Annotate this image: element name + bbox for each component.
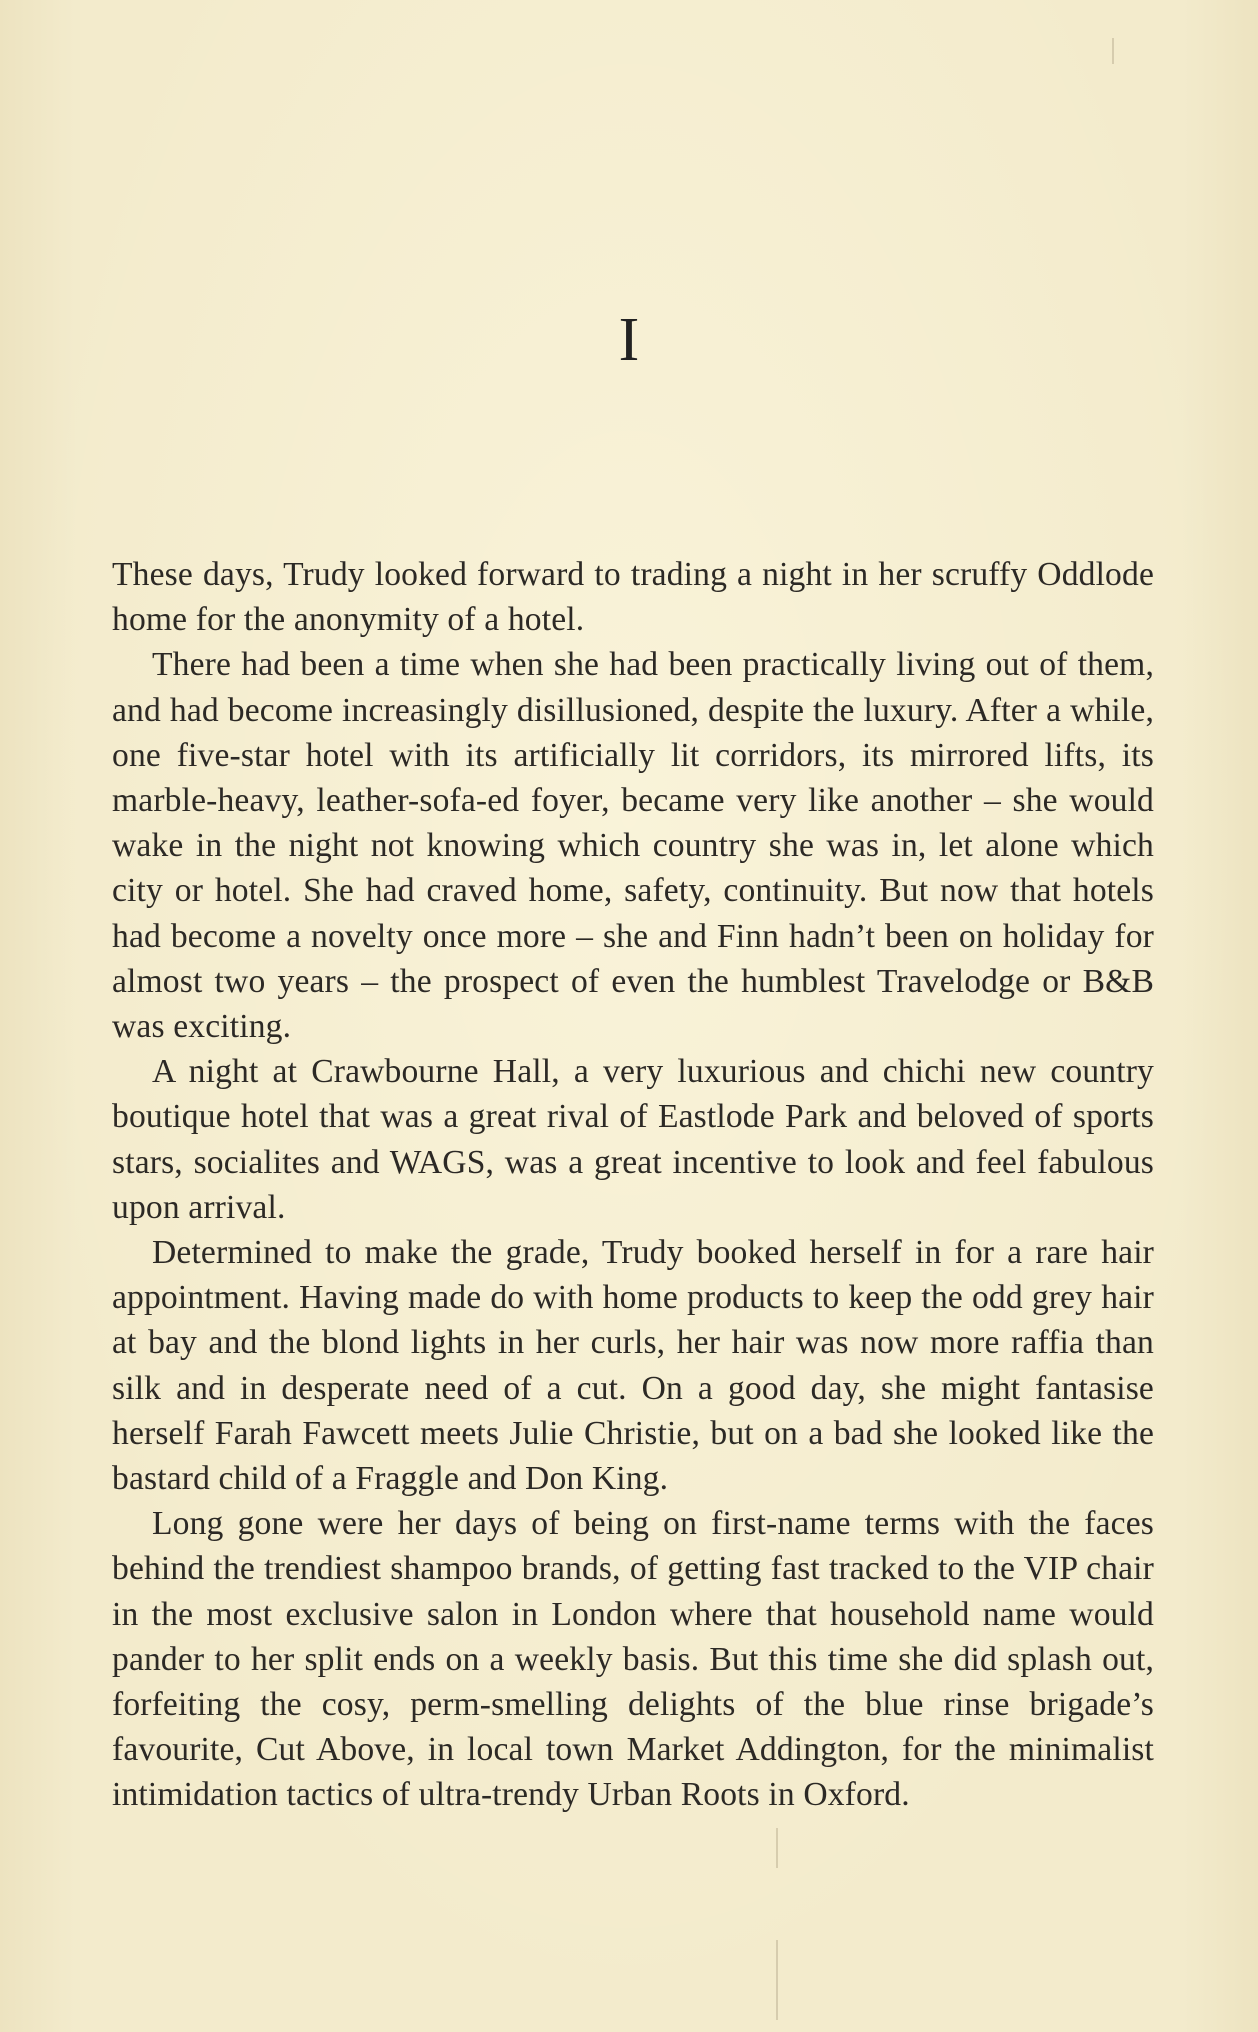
chapter-body (112, 552, 1154, 1818)
paper-mark (776, 1828, 778, 1868)
paper-mark (776, 1940, 778, 2020)
paragraph: A night at Crawbourne Hall, a very luxurious and chichi new country boutique hotel that was a great rival of Eastlode Park and beloved of sports stars, socialites and WAGS, was a great incentive to look and feel fabulous upon arrival. (112, 1053, 1154, 1226)
paragraph: Determined to make the grade, Trudy booked herself in for a rare hair appointment. Having made do with home products to keep the odd grey hair at bay and the blond lights in her curls, her hair was now more raffia than silk and in desperate need of a cut. On a good day, she might fantasise herself Farah Fawcett meets Julie Christie, but on a bad she looked like the bastard child of a Fraggle and Don King. (112, 1234, 1154, 1498)
paragraph: Long gone were her days of being on first-name terms with the faces behind the trendiest shampoo brands, of getting fast tracked to the VIP chair in the most exclusive salon in London where that household name would pander to her split ends on a weekly basis. But this time she did splash out, forfeiting the cosy, perm-smelling delights of the blue rinse brigade’s favourite, Cut Above, in local town Market Addington, for the minimalist intimidation tactics of ultra-trendy Urban Roots in Oxford. (112, 1505, 1154, 1814)
chapter-number: I (618, 306, 640, 374)
paragraph: These days, Trudy looked forward to trading a night in her scruffy Oddlode home for the anonymity of a hotel. (112, 556, 1154, 639)
paper-mark (1112, 38, 1114, 64)
paragraph: There had been a time when she had been practically living out of them, and had become increasingly disillusioned, despite the luxury. After a while, one five-star hotel with its artificially lit corridors, its mirrored lifts, its marble-heavy, leather-sofa-ed foyer, became very like another – she would wake in the night not knowing which country she was in, let alone which city or hotel. She had craved home, safety, continuity. But now that hotels had become a novelty once more – she and Finn hadn’t been on holiday for almost two years – the prospect of even the humblest Travelodge or B&B was exciting. (112, 646, 1154, 1046)
